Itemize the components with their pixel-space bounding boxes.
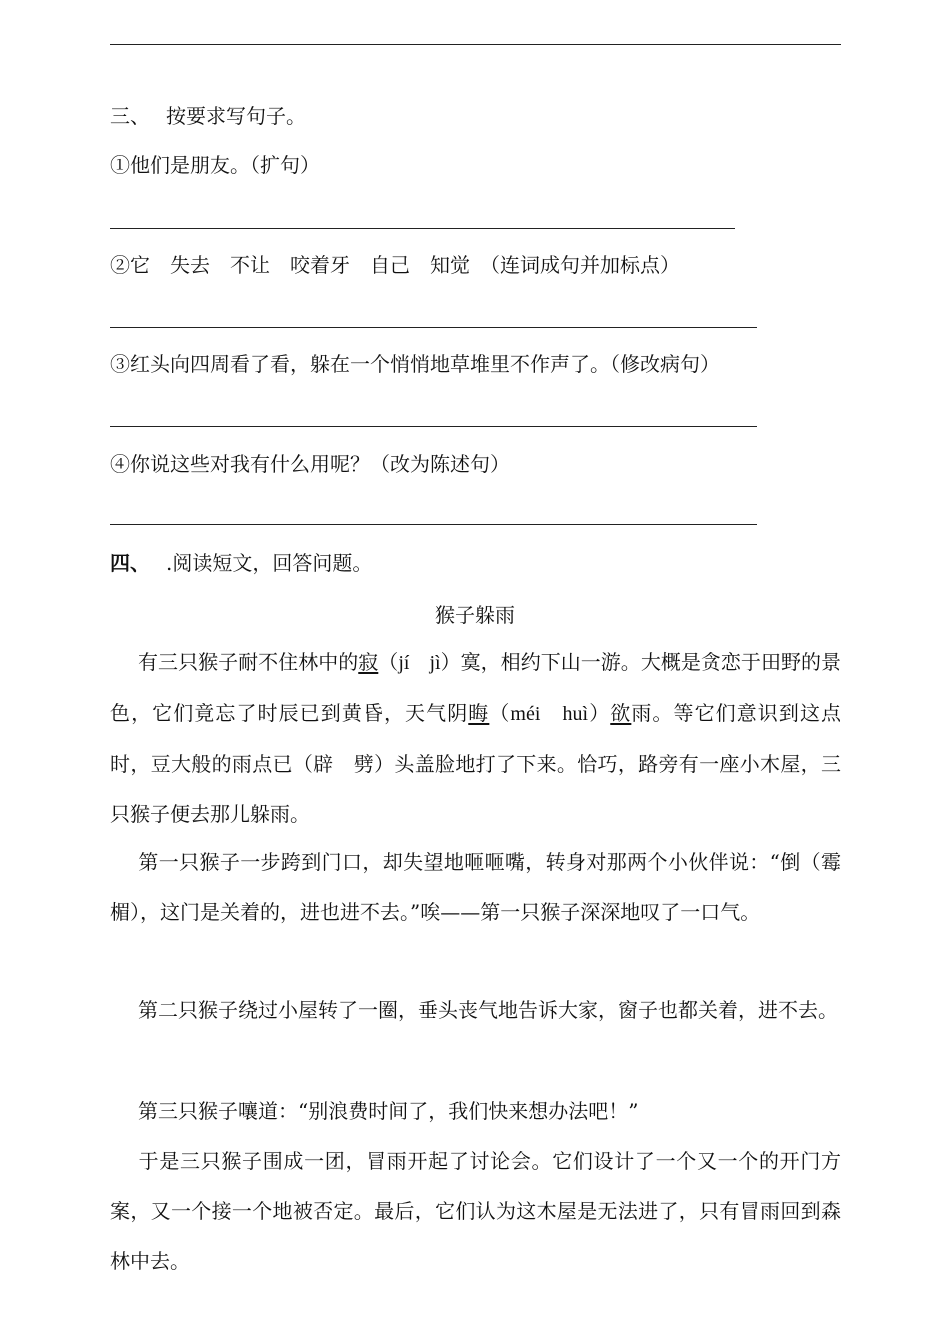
question-2: ②它 失去 不让 咬着牙 自己 知觉 （连词成句并加标点） [110,253,680,277]
answer-line-3[interactable] [110,426,757,427]
paragraph-3-text: 第二只猴子绕过小屋转了一圈，垂头丧气地告诉大家，窗子也都关着，进不去。 [138,998,838,1022]
section-3-title: 按要求写句子。 [166,104,306,128]
paragraph-2-text: 第一只猴子一步跨到门口，却失望地咂咂嘴，转身对那两个小伙伴说：“倒（霉 楣），这门是关着的，进也进不去。”唉——第一只猴子深深地叹了一口气。 [110,850,861,924]
question-1: ①他们是朋友。（扩句） [110,153,320,177]
passage-paragraph-3 [110,985,841,1035]
passage-paragraph-1 [110,637,841,839]
section-3-number: 三、 [110,104,150,128]
paragraph-1-part-c: （méi huì） [489,703,611,725]
answer-line-1[interactable] [110,228,735,229]
passage-paragraph-4 [110,1086,841,1136]
answer-line-2[interactable] [110,327,757,328]
paragraph-4-text: 第三只猴子嚷道：“别浪费时间了，我们快来想办法吧！” [138,1099,639,1123]
underlined-word-hui: 晦 [468,701,490,725]
passage-paragraph-2 [110,837,861,937]
paragraph-1-part-a: 有三只猴子耐不住林中的 [138,650,359,674]
underlined-word-ji: 寂 [358,650,379,674]
section-4-number: 四、 [110,551,150,575]
paragraph-5-text: 于是三只猴子围成一团，冒雨开起了讨论会。它们设计了一个又一个的开门方案，又一个接一个地被否定。最后，它们认为这木屋是无法进了，只有冒雨回到森林中去。 [110,1149,841,1273]
paragraph-1-part-d: 雨。等它们意识到这点时，豆大般的雨点已（辟 劈）头盖脸地打了下来。恰巧，路旁有一座小木屋，三只猴子便去那儿躲雨。 [110,701,842,826]
underlined-word-yu: 欲 [610,701,632,725]
question-3: ③红头向四周看了看，躲在一个悄悄地草堆里不作声了。（修改病句） [110,352,720,376]
question-4: ④你说这些对我有什么用呢？（改为陈述句） [110,452,510,476]
section-3-heading [110,102,306,130]
section-4-heading [110,549,372,577]
answer-line-4[interactable] [110,524,757,525]
paragraph-1-part-b: （jí jì）寞，相约下山一游。大概是贪恋于田野的景色，它们竟忘了时辰已到黄昏，天气阴 [110,652,842,725]
section-4-title: .阅读短文，回答问题。 [166,551,373,575]
passage-title: 猴子躲雨 [435,603,515,627]
top-divider [110,44,841,45]
passage-paragraph-5 [110,1136,841,1286]
